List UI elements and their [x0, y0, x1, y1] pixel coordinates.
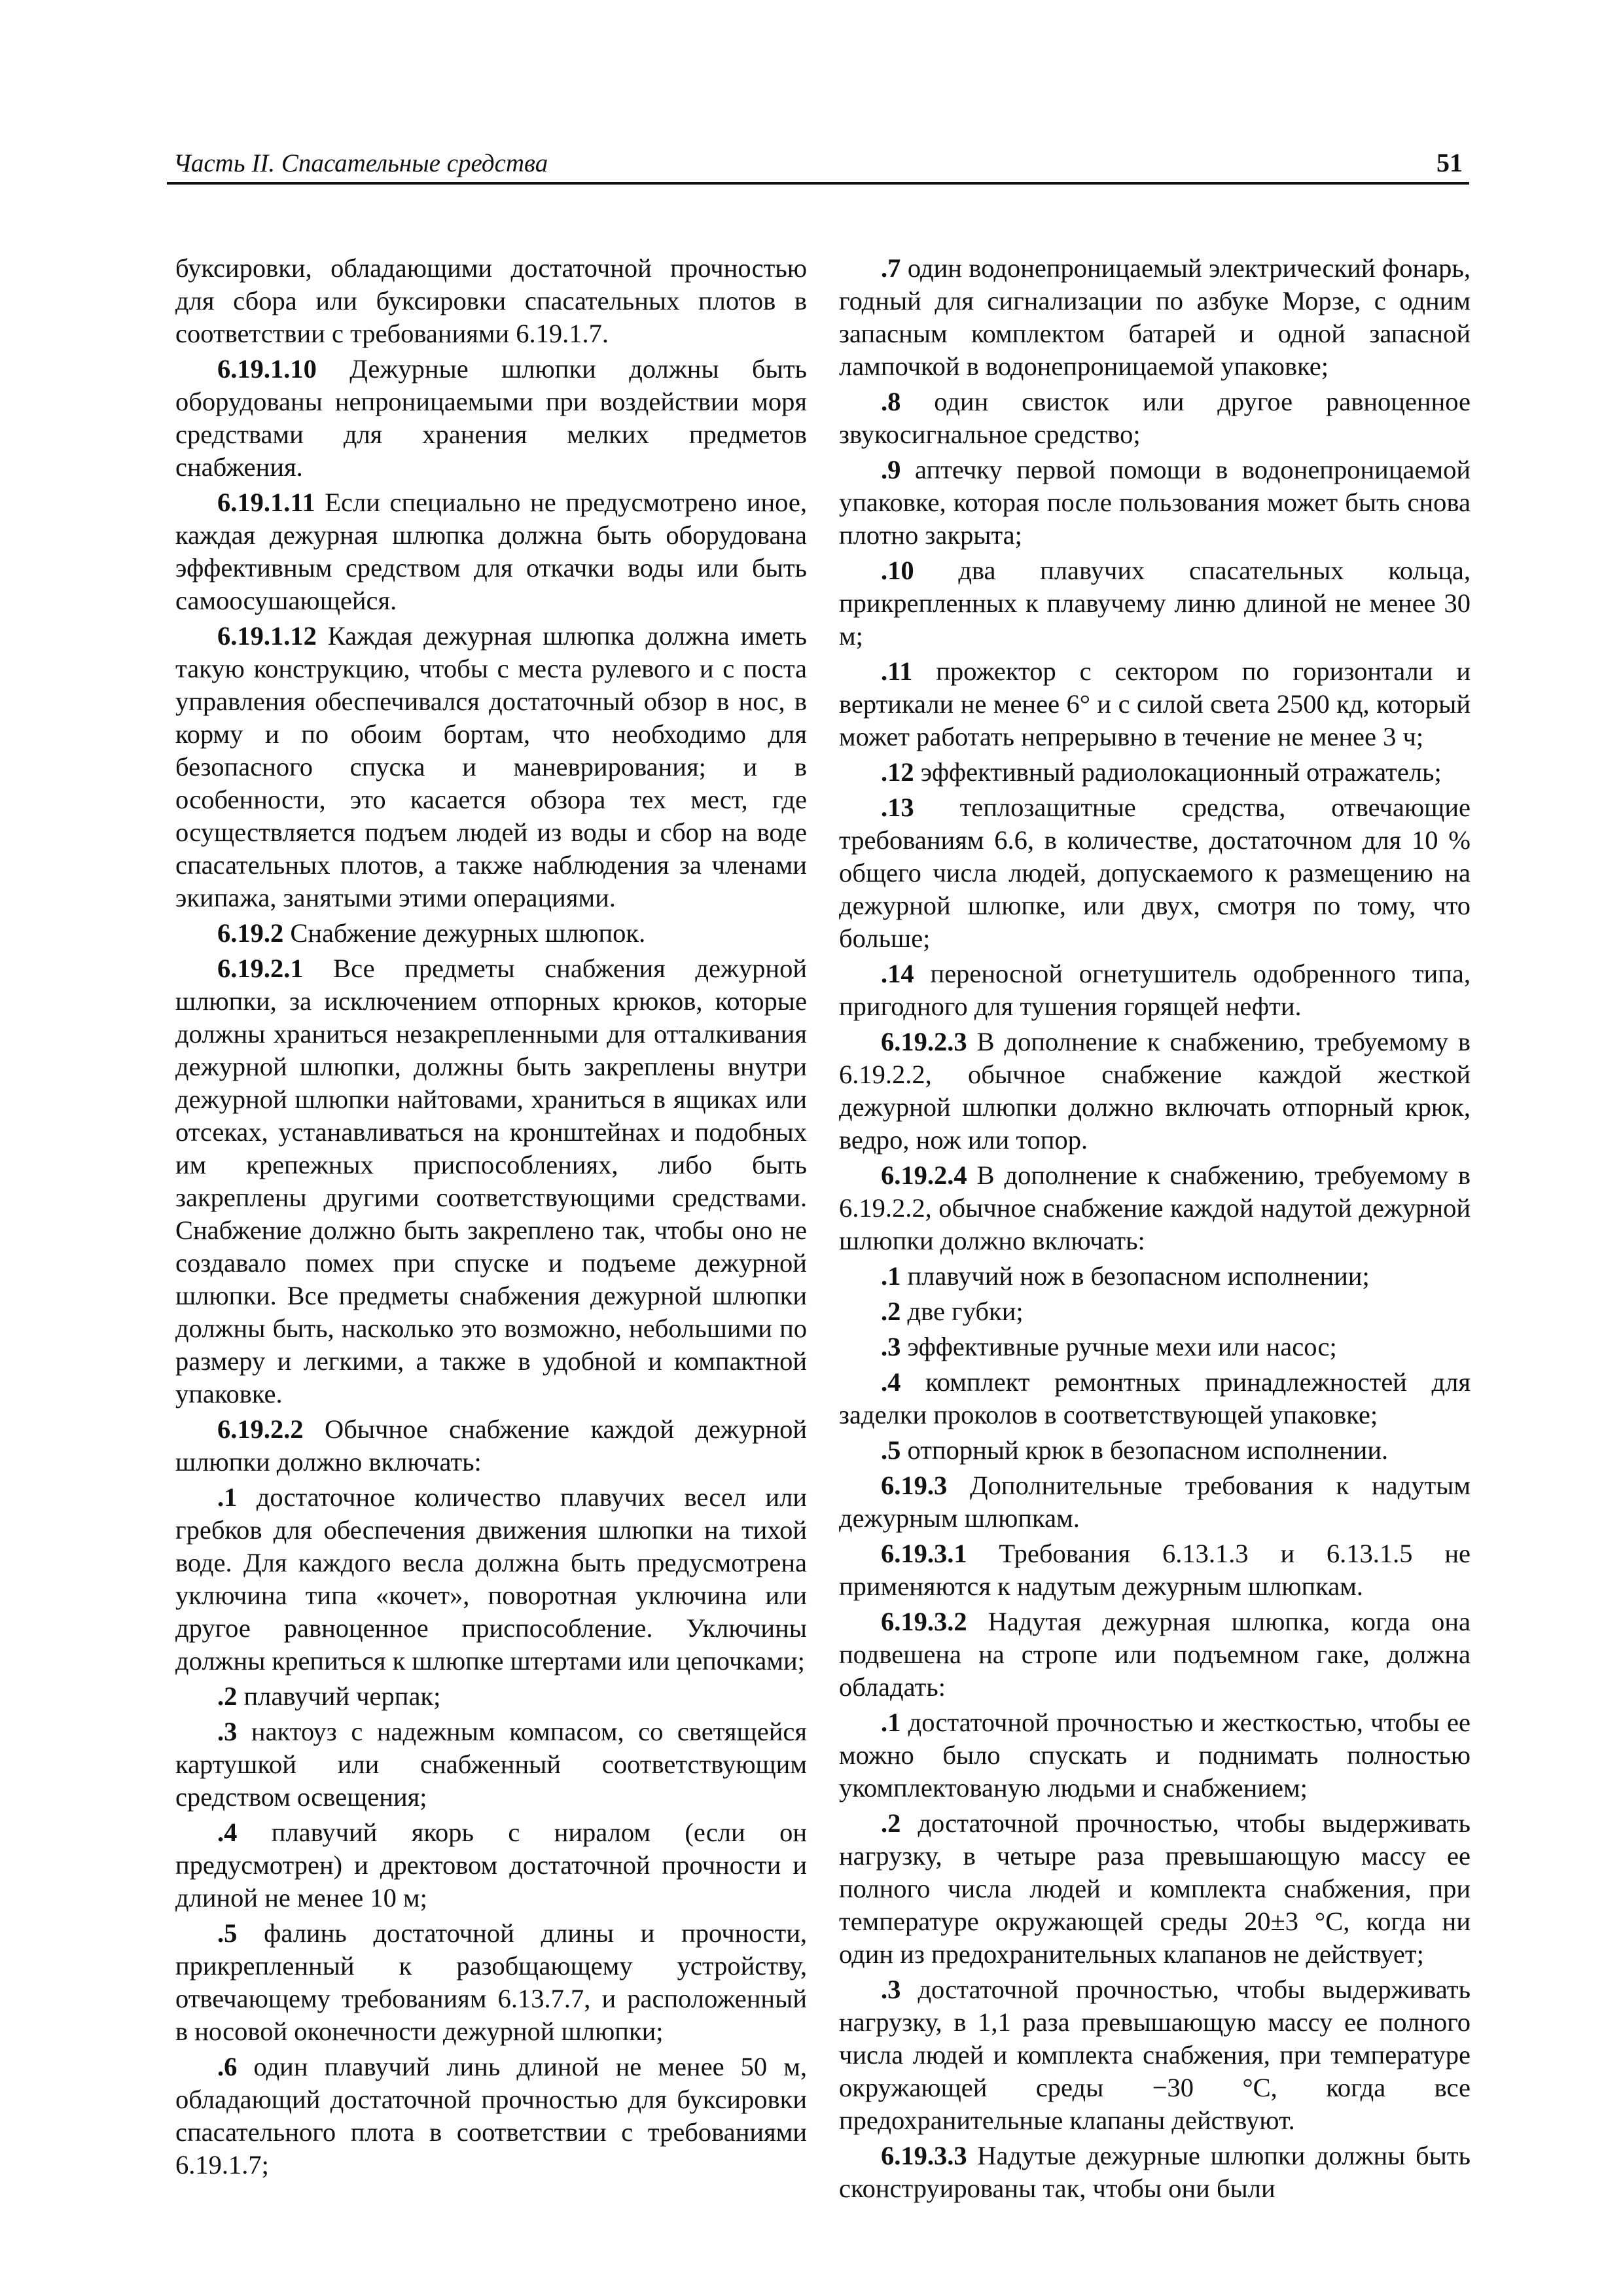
clause-text: В дополнение к снабжению, требуемому в 6.19.2.2, обычное снабжение каждой жесткой дежурной шлюпки должно включать отпорный крюк, ведро, нож или топор. — [839, 1027, 1471, 1155]
clause-text: комплект ремонтных принадлежностей для заделки проколов в соответствующей упаковке; — [839, 1367, 1471, 1429]
clause-text: прожектор с сектором по горизонтали и вертикали не менее 6° и с силой света 2500 кд, который может работать непрерывно в течение не менее 3 ч; — [839, 656, 1471, 751]
clause-number: .7 — [881, 253, 901, 283]
clause-text: плавучий черпак; — [237, 1681, 441, 1711]
paragraph — [839, 1159, 1471, 1257]
clause-number: .9 — [881, 455, 901, 484]
clause-text: Требования 6.13.1.3 и 6.13.1.5 не применяются к надутым дежурным шлюпкам. — [839, 1539, 1471, 1601]
clause-text: эффективный радиолокационный отражатель; — [914, 757, 1442, 787]
clause-number: .13 — [881, 793, 914, 822]
clause-number: .10 — [881, 556, 914, 585]
clause-number: .6 — [217, 2052, 238, 2081]
clause-text: две губки; — [901, 1297, 1024, 1326]
clause-text: Надутые дежурные шлюпки должны быть сконструированы так, чтобы они были — [839, 2141, 1471, 2203]
clause-text: Обычное снабжение каждой дежурной шлюпки должно включать: — [175, 1414, 807, 1477]
paragraph — [839, 1026, 1471, 1157]
clause-number: .4 — [881, 1367, 901, 1397]
paragraph — [839, 454, 1471, 552]
clause-text: достаточной прочностью, чтобы выдерживать нагрузку, в четыре раза превышающую массу ее полного числа людей и комплекта снабжения, при температуре окружающей среды 20±3 °С, когда ни один из предохранительных клапанов не действует; — [839, 1808, 1471, 1969]
paragraph — [839, 1366, 1471, 1431]
paragraph — [175, 1680, 807, 1713]
paragraph — [175, 620, 807, 914]
clause-text: Если специально не предусмотрено иное, каждая дежурная шлюпка должна быть оборудована эффективным средством для откачки воды или быть самоосушающейся. — [175, 488, 807, 615]
clause-text: Все предметы снабжения дежурной шлюпки, за исключением отпорных крюков, которые должны храниться незакрепленными для отталкивания дежурной шлюпки, должны быть закреплены внутри дежурной шлюпки найтовами, храниться в ящиках или отсеках, устанавливаться на кронштейнах и подобных им крепежных приспособлениях, либо быть закреплены другими соответствующими средствами. Снабжение должно быть закреплено так, чтобы оно не создавало помех при спуске и подъеме дежурной шлюпки. Все предметы снабжения дежурной шлюпки должны быть, насколько это возможно, небольшими по размеру и легкими, а также в удобной и компактной упаковке. — [175, 954, 807, 1408]
clause-text: эффективные ручные мехи или насос; — [901, 1332, 1337, 1361]
paragraph — [839, 1605, 1471, 1704]
paragraph — [175, 1816, 807, 1914]
clause-number: 6.19.3 — [881, 1471, 948, 1500]
right-column — [839, 252, 1471, 2205]
clause-text: фалинь достаточной длины и прочности, прикрепленный к разобщающему устройству, отвечающему требованиям 6.13.7.7, и расположенный в носовой оконечности дежурной шлюпки; — [175, 1918, 807, 2046]
clause-text: Дополнительные требования к надутым дежурным шлюпкам. — [839, 1471, 1471, 1533]
paragraph — [175, 1917, 807, 2048]
clause-text: достаточной прочностью, чтобы выдерживать нагрузку, в 1,1 раза превышающую массу ее полного числа людей и комплекта снабжения, при температуре окружающей среды −30 °С, когда все предохранительные клапаны действуют. — [839, 1975, 1471, 2135]
clause-text: переносной огнетушитель одобренного типа, пригодного для тушения горящей нефти. — [839, 959, 1471, 1021]
clause-text: нактоуз с надежным компасом, со светящейся картушкой или снабженный соответствующим средством освещения; — [175, 1717, 807, 1812]
paragraph — [839, 1537, 1471, 1603]
paragraph — [839, 386, 1471, 451]
paragraph — [175, 952, 807, 1410]
clause-text: буксировки, обладающими достаточной прочностью для сбора или буксировки спасательных плотов в соответствии с требованиями 6.19.1.7. — [175, 253, 807, 348]
paragraph — [839, 252, 1471, 383]
clause-number: 6.19.2 — [217, 918, 284, 948]
clause-number: 6.19.1.11 — [217, 488, 315, 517]
clause-text: достаточной прочностью и жесткостью, чтобы ее можно было спускать и поднимать полностью укомплектованую людьми и снабжением; — [839, 1708, 1471, 1803]
clause-number: .8 — [881, 387, 901, 416]
clause-number: 6.19.2.3 — [881, 1027, 967, 1056]
paragraph — [839, 756, 1471, 789]
clause-number: .2 — [881, 1808, 901, 1838]
paragraph — [175, 252, 807, 350]
paragraph — [839, 1469, 1471, 1535]
clause-text: один водонепроницаемый электрический фонарь, годный для сигнализации по азбуке Морзе, с одним запасным комплектом батарей и одной запасной лампочкой в водонепроницаемой упаковке; — [839, 253, 1471, 381]
clause-number: 6.19.1.10 — [217, 354, 317, 384]
clause-number: 6.19.3.3 — [881, 2141, 967, 2170]
clause-text: Снабжение дежурных шлюпок. — [283, 918, 646, 948]
paragraph — [839, 1295, 1471, 1328]
clause-number: .3 — [881, 1975, 901, 2004]
clause-number: .14 — [881, 959, 914, 988]
clause-number: .1 — [881, 1708, 901, 1737]
paragraph — [839, 1973, 1471, 2137]
paragraph — [175, 1715, 807, 1814]
clause-number: .2 — [217, 1681, 238, 1711]
clause-number: 6.19.2.4 — [881, 1160, 967, 1190]
clause-text: достаточное количество плавучих весел или гребков для обеспечения движения шлюпки на тихой воде. Для каждого весла должна быть предусмотрена уключина типа «кочет», поворотная уключина или другое равноценное приспособление. Уключины должны крепиться к шлюпке штертами или цепочками; — [175, 1482, 807, 1676]
paragraph — [839, 2140, 1471, 2205]
clause-text: отпорный крюк в безопасном исполнении. — [901, 1435, 1389, 1465]
paragraph — [175, 2051, 807, 2181]
paragraph — [839, 655, 1471, 753]
clause-number: .5 — [881, 1435, 901, 1465]
clause-number: 6.19.2.2 — [217, 1414, 304, 1444]
clause-number: .4 — [217, 1818, 238, 1847]
clause-text: один свисток или другое равноценное звукосигнальное средство; — [839, 387, 1471, 449]
clause-number: .3 — [217, 1717, 238, 1746]
clause-number: 6.19.1.12 — [217, 621, 317, 651]
running-title: Часть II. Спасательные средства — [173, 149, 548, 177]
paragraph — [839, 554, 1471, 653]
clause-text: один плавучий линь длиной не менее 50 м, обладающий достаточной прочностью для буксировки спасательного плота в соответствии с требованиями 6.19.1.7; — [175, 2052, 807, 2179]
page-header — [167, 145, 1469, 185]
clause-text: Каждая дежурная шлюпка должна иметь такую конструкцию, чтобы с места рулевого и с поста управления обеспечивался достаточный обзор в нос, в корму и по обоим бортам, что необходимо для безопасного спуска и маневрирования; и в особенности, это касается обзора тех мест, где осуществляется подъем людей из воды и сбор на воде спасательных плотов, а также наблюдения за членами экипажа, занятыми этими операциями. — [175, 621, 807, 912]
paragraph — [175, 1413, 807, 1479]
paragraph — [839, 1260, 1471, 1293]
clause-number: .1 — [217, 1482, 238, 1512]
paragraph — [839, 958, 1471, 1023]
clause-number: 6.19.3.2 — [881, 1607, 967, 1636]
paragraph — [175, 917, 807, 950]
clause-text: плавучий нож в безопасном исполнении; — [901, 1261, 1370, 1291]
clause-number: .5 — [217, 1918, 238, 1948]
clause-text: два плавучих спасательных кольца, прикрепленных к плавучему линю длиной не менее 30 м; — [839, 556, 1471, 651]
left-column — [175, 252, 807, 2181]
paragraph — [175, 1481, 807, 1677]
clause-text: аптечку первой помощи в водонепроницаемой упаковке, которая после пользования может быть снова плотно закрыта; — [839, 455, 1471, 550]
paragraph — [839, 1807, 1471, 1971]
clause-number: .1 — [881, 1261, 901, 1291]
clause-number: .2 — [881, 1297, 901, 1326]
clause-number: 6.19.2.1 — [217, 954, 304, 983]
paragraph — [175, 353, 807, 484]
clause-text: Надутая дежурная шлюпка, когда она подвешена на стропе или подъемном гаке, должна обладать: — [839, 1607, 1471, 1702]
clause-number: .12 — [881, 757, 914, 787]
paragraph — [839, 1706, 1471, 1804]
clause-text: В дополнение к снабжению, требуемому в 6.19.2.2, обычное снабжение каждой надутой дежурной шлюпки должно включать: — [839, 1160, 1471, 1255]
paragraph — [839, 1434, 1471, 1467]
clause-text: плавучий якорь с ниралом (если он предусмотрен) и дректовом достаточной прочности и длиной не менее 10 м; — [175, 1818, 807, 1912]
clause-number: .11 — [881, 656, 913, 686]
paragraph — [175, 486, 807, 617]
clause-number: .3 — [881, 1332, 901, 1361]
clause-text: теплозащитные средства, отвечающие требованиям 6.6, в количестве, достаточном для 10 % общего числа людей, допускаемого к размещению на дежурной шлюпке, или двух, смотря по тому, что больше; — [839, 793, 1471, 953]
paragraph — [839, 1331, 1471, 1363]
clause-number: 6.19.3.1 — [881, 1539, 967, 1568]
clause-text: Дежурные шлюпки должны быть оборудованы непроницаемыми при воздействии моря средствами для хранения мелких предметов снабжения. — [175, 354, 807, 482]
page-number: 51 — [1436, 148, 1463, 177]
paragraph — [839, 791, 1471, 955]
